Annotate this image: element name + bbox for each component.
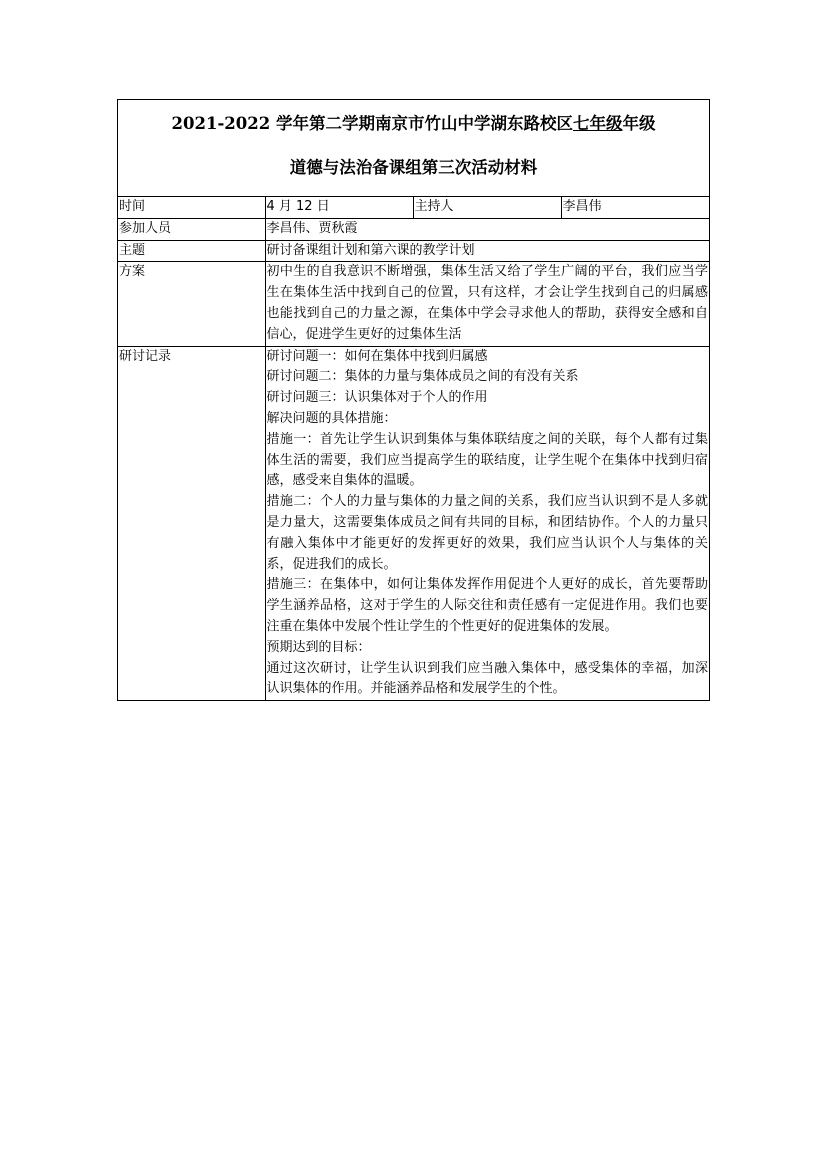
row-record: [118, 346, 709, 700]
record-line: 研讨问题三：认识集体对于个人的作用: [266, 390, 488, 406]
row-topic: [118, 240, 709, 262]
host-value: 李昌伟: [561, 197, 709, 219]
row-plan: [118, 262, 709, 346]
host-label: 主持人: [413, 197, 561, 219]
time-value: 4 月 12 日: [265, 197, 413, 219]
record-content: [265, 346, 709, 700]
record-line: 解决问题的具体措施：: [266, 410, 397, 426]
title-line-2: 道德与法治备课组第三次活动材料: [289, 158, 538, 177]
topic-label: 主题: [118, 240, 265, 262]
title-line-1: [118, 111, 709, 155]
activity-table: [118, 196, 709, 700]
plan-value: 初中生的自我意识不断增强，集体生活又给了学生广阔的平台，我们应当学生在集体生活中找到自己的位置，只有这样，才会让学生找到自己的归属感也能找到自己的力量之源，在集体中学会寻求他人的帮助，获得安全感和自信心，促进学生更好的过集体生活: [265, 262, 709, 346]
title-grade: 七年级: [572, 114, 623, 133]
record-line: 研讨问题二：集体的力量与集体成员之间的有没有关系: [266, 369, 579, 385]
row-time: [118, 197, 709, 219]
document-frame: [117, 99, 710, 701]
record-line: 措施三：在集体中，如何让集体发挥作用促进个人更好的成长，首先要帮助学生涵养品格，这对于学生的人际交往和责任感有一定促进作用。我们也要注重在集体中发展个性让学生的个性更好的促进集体的发展。: [266, 577, 708, 634]
plan-label: 方案: [118, 262, 265, 346]
record-line: 措施一：首先让学生认识到集体与集体联结度之间的关联，每个人都有过集体生活的需要，我们应当提高学生的联结度，让学生呢个在集体中找到归宿感，感受来自集体的温暖。: [266, 431, 708, 489]
row-participants: [118, 218, 709, 240]
participants-label: 参加人员: [118, 218, 265, 240]
record-line: 研讨问题一：如何在集体中找到归属感: [266, 348, 488, 364]
record-label: 研讨记录: [118, 346, 265, 700]
participants-value: 李昌伟、贾秋霞: [265, 218, 709, 240]
time-label: 时间: [118, 197, 265, 219]
record-line: 预期达到的目标：: [266, 639, 371, 655]
record-line: 通过这次研讨，让学生认识到我们应当融入集体中，感受集体的幸福，加深认识集体的作用。并能涵养品格和发展学生的个性。: [266, 660, 708, 697]
document-title: [118, 100, 709, 196]
record-line: 措施二：个人的力量与集体的力量之间的关系，我们应当认识到不是人多就是力量大，这需要集体成员之间有共同的目标，和团结协作。个人的力量只有融入集体中才能更好的发挥更好的效果，我们应当认识个人与集体的关系，促进我们的成长。: [266, 494, 708, 572]
topic-value: 研讨备课组计划和第六课的教学计划: [265, 240, 709, 262]
title-part-1: 2021-2022 学年第二学期南京市竹山中学湖东路校区: [171, 114, 573, 133]
title-part-2: 年级: [622, 114, 656, 133]
